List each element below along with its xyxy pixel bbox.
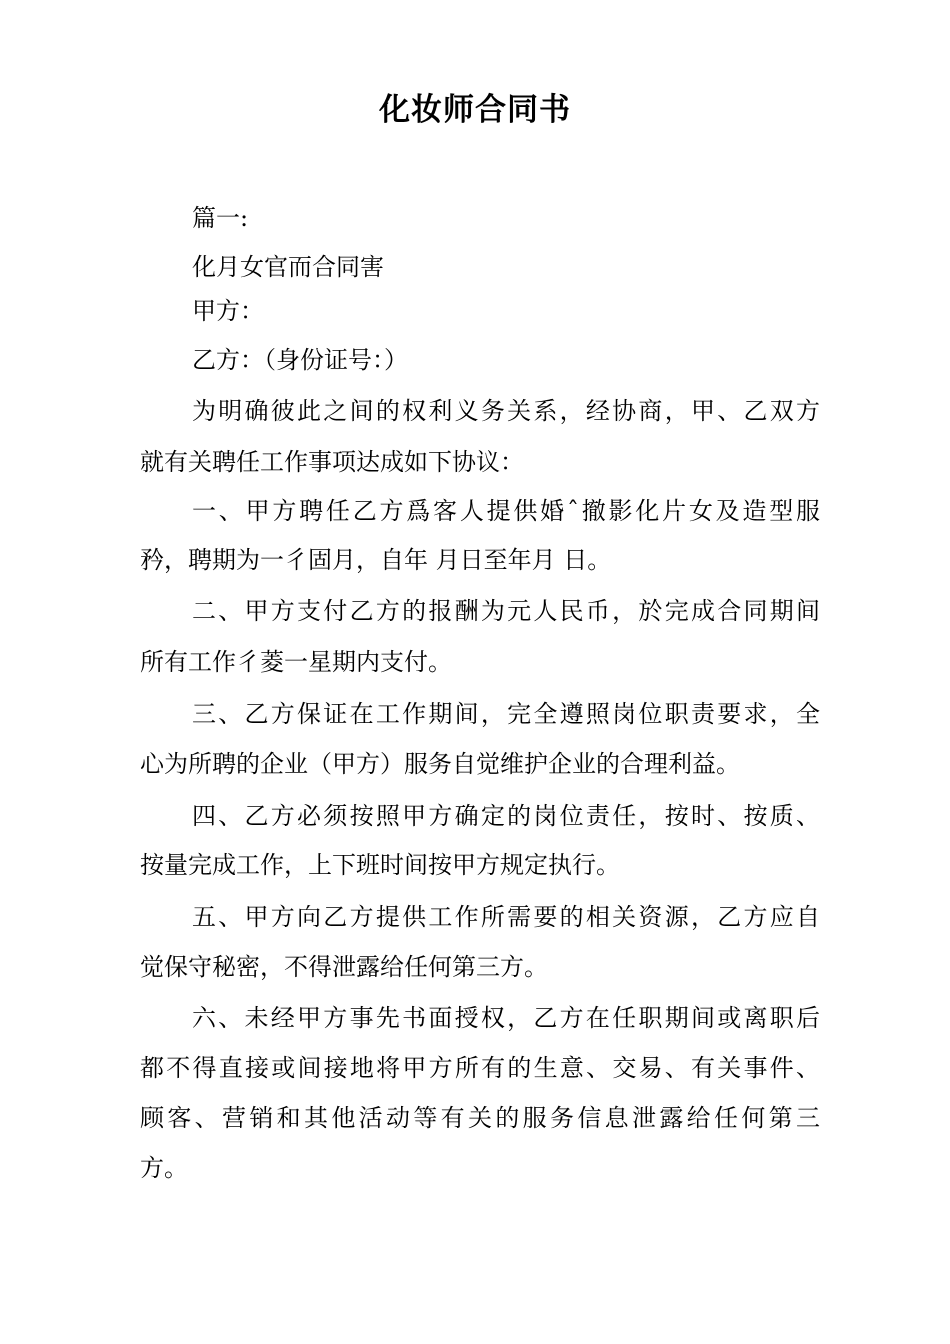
clause-1-line: 矜，聘期为一彳固月，自年 月日至年月 日。	[140, 546, 612, 574]
clause-5-line: 五、甲方向乙方提供工作所需要的相关资源，乙方应自	[192, 903, 820, 931]
clause-3-line: 心为所聘的企业（甲方）服务自觉维护企业的合理利益。	[140, 750, 740, 778]
clause-4-line: 四、乙方必须按照甲方确定的岗位责任，按时、按质、	[192, 802, 820, 830]
clause-5-line: 觉保守秘密，不得泄露给任何第三方。	[140, 953, 548, 981]
clause-6-line: 方。	[140, 1154, 188, 1182]
clause-6-line: 顾客、营销和其他活动等有关的服务信息泄露给任何第三	[140, 1104, 820, 1132]
clause-1-line: 一、甲方聘任乙方爲客人提供婚ˆ撤影化片女及造型服	[192, 497, 820, 525]
clause-4-line: 按量完成工作，上下班时间按甲方规定执行。	[140, 851, 620, 879]
paragraph-line: 为明确彼此之间的权利义务关系，经协商，甲、乙双方	[192, 397, 820, 425]
subtitle-line: 化月女官而合同害	[192, 253, 384, 281]
section-heading: 篇一:	[192, 204, 249, 232]
party-a-line: 甲方：	[192, 297, 264, 325]
clause-6-line: 六、未经甲方事先书面授权，乙方在任职期间或离职后	[192, 1004, 820, 1032]
party-b-line: 乙方：（身份证号：）	[192, 346, 408, 374]
clause-6-line: 都不得直接或间接地将甲方所有的生意、交易、有关事件、	[140, 1054, 820, 1082]
document-title: 化妆师合同书	[379, 92, 571, 128]
clause-2-line: 所有工作彳菱一星期内支付。	[140, 648, 452, 676]
clause-3-line: 三、乙方保证在工作期间，完全遵照岗位职责要求，全	[192, 700, 820, 728]
paragraph-line: 就有关聘任工作事项达成如下协议：	[140, 448, 524, 476]
clause-2-line: 二、甲方支付乙方的报酬为元人民币，於完成合同期间	[192, 597, 820, 625]
